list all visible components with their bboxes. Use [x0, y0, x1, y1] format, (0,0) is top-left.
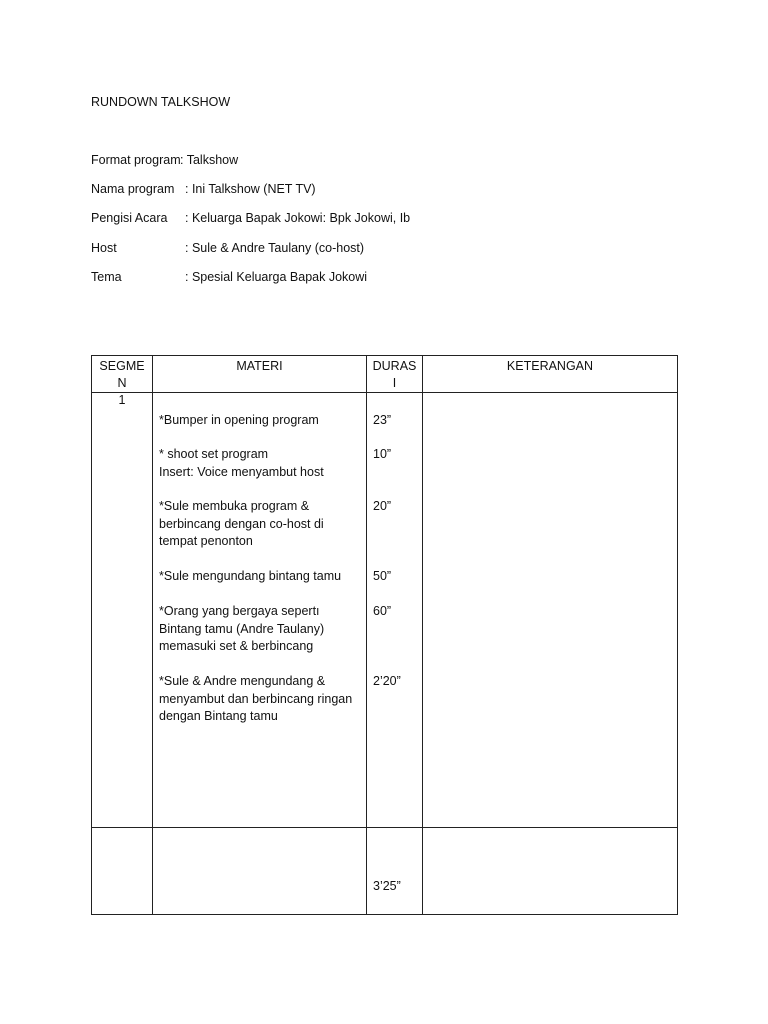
table-row — [92, 393, 678, 828]
header-segmen — [92, 356, 153, 393]
header-materi: MATERI — [153, 356, 367, 393]
materi-line: Insert: Voice menyambut host — [159, 464, 324, 479]
materi-line: berbincang dengan co-host di — [159, 516, 324, 531]
durasi-item: 10” — [373, 447, 392, 461]
materi-cell — [153, 828, 367, 915]
table-row — [92, 828, 678, 915]
document-title: RUNDOWN TALKSHOW — [91, 95, 231, 109]
header-durasi-line1: DURAS — [372, 359, 417, 373]
header-segmen-line1: SEGME — [99, 359, 145, 373]
materi-line: *Orang yang bergaya sepertı — [159, 604, 320, 618]
keterangan-cell — [423, 828, 678, 915]
materi-line: *Sule & Andre mengundang & — [159, 674, 326, 688]
materi-item — [159, 673, 366, 733]
materi-line: memasuki set & berbincang — [159, 639, 314, 653]
info-value: : Talkshow — [180, 153, 239, 167]
materi-line: *Sule membuka program & — [159, 499, 310, 513]
rundown-table — [91, 355, 678, 915]
info-value: : Sule & Andre Taulany (co-host) — [185, 241, 365, 255]
info-value: : Spesial Keluarga Bapak Jokowi — [185, 270, 368, 284]
header-segmen-line2: N — [117, 376, 127, 390]
info-value: : Ini Talkshow (NET TV) — [185, 182, 316, 196]
info-label: Host — [91, 241, 117, 255]
header-durasi-line2: I — [392, 376, 397, 390]
durasi-item: 2’20” — [373, 674, 401, 688]
segmen-cell: 1 — [92, 393, 153, 828]
materi-line: *Bumper in opening program — [159, 413, 319, 427]
materi-line: * shoot set program — [159, 447, 269, 461]
materi-item — [159, 412, 366, 446]
materi-line: menyambut dan berbincang ringan — [159, 691, 353, 706]
durasi-cell — [367, 828, 423, 915]
durasi-item: 23” — [373, 413, 392, 427]
info-value: : Keluarga Bapak Jokowi: Bpk Jokowi, Ib — [185, 211, 411, 225]
materi-item — [159, 603, 366, 673]
info-label: Format program — [91, 153, 181, 167]
durasi-item: 60” — [373, 604, 392, 618]
materi-item — [159, 498, 366, 568]
segmen-cell — [92, 828, 153, 915]
info-label: Pengisi Acara — [91, 211, 168, 225]
materi-item — [159, 446, 366, 498]
info-label: Nama program — [91, 182, 175, 196]
keterangan-cell — [423, 393, 678, 828]
info-label: Tema — [91, 270, 122, 284]
materi-item — [159, 568, 366, 603]
materi-line: tempat penonton — [159, 534, 253, 548]
header-durasi — [367, 356, 423, 393]
durasi-item: 50” — [373, 569, 392, 583]
materi-line: dengan Bintang tamu — [159, 709, 278, 723]
materi-line: Bintang tamu (Andre Taulany) — [159, 621, 325, 636]
durasi-item: 20” — [373, 499, 392, 513]
durasi-item: 3’25” — [373, 879, 401, 893]
materi-cell — [153, 393, 367, 828]
table-header-row — [92, 356, 678, 393]
durasi-cell — [367, 393, 423, 828]
materi-line: *Sule mengundang bintang tamu — [159, 569, 342, 583]
header-keterangan: KETERANGAN — [423, 356, 678, 393]
